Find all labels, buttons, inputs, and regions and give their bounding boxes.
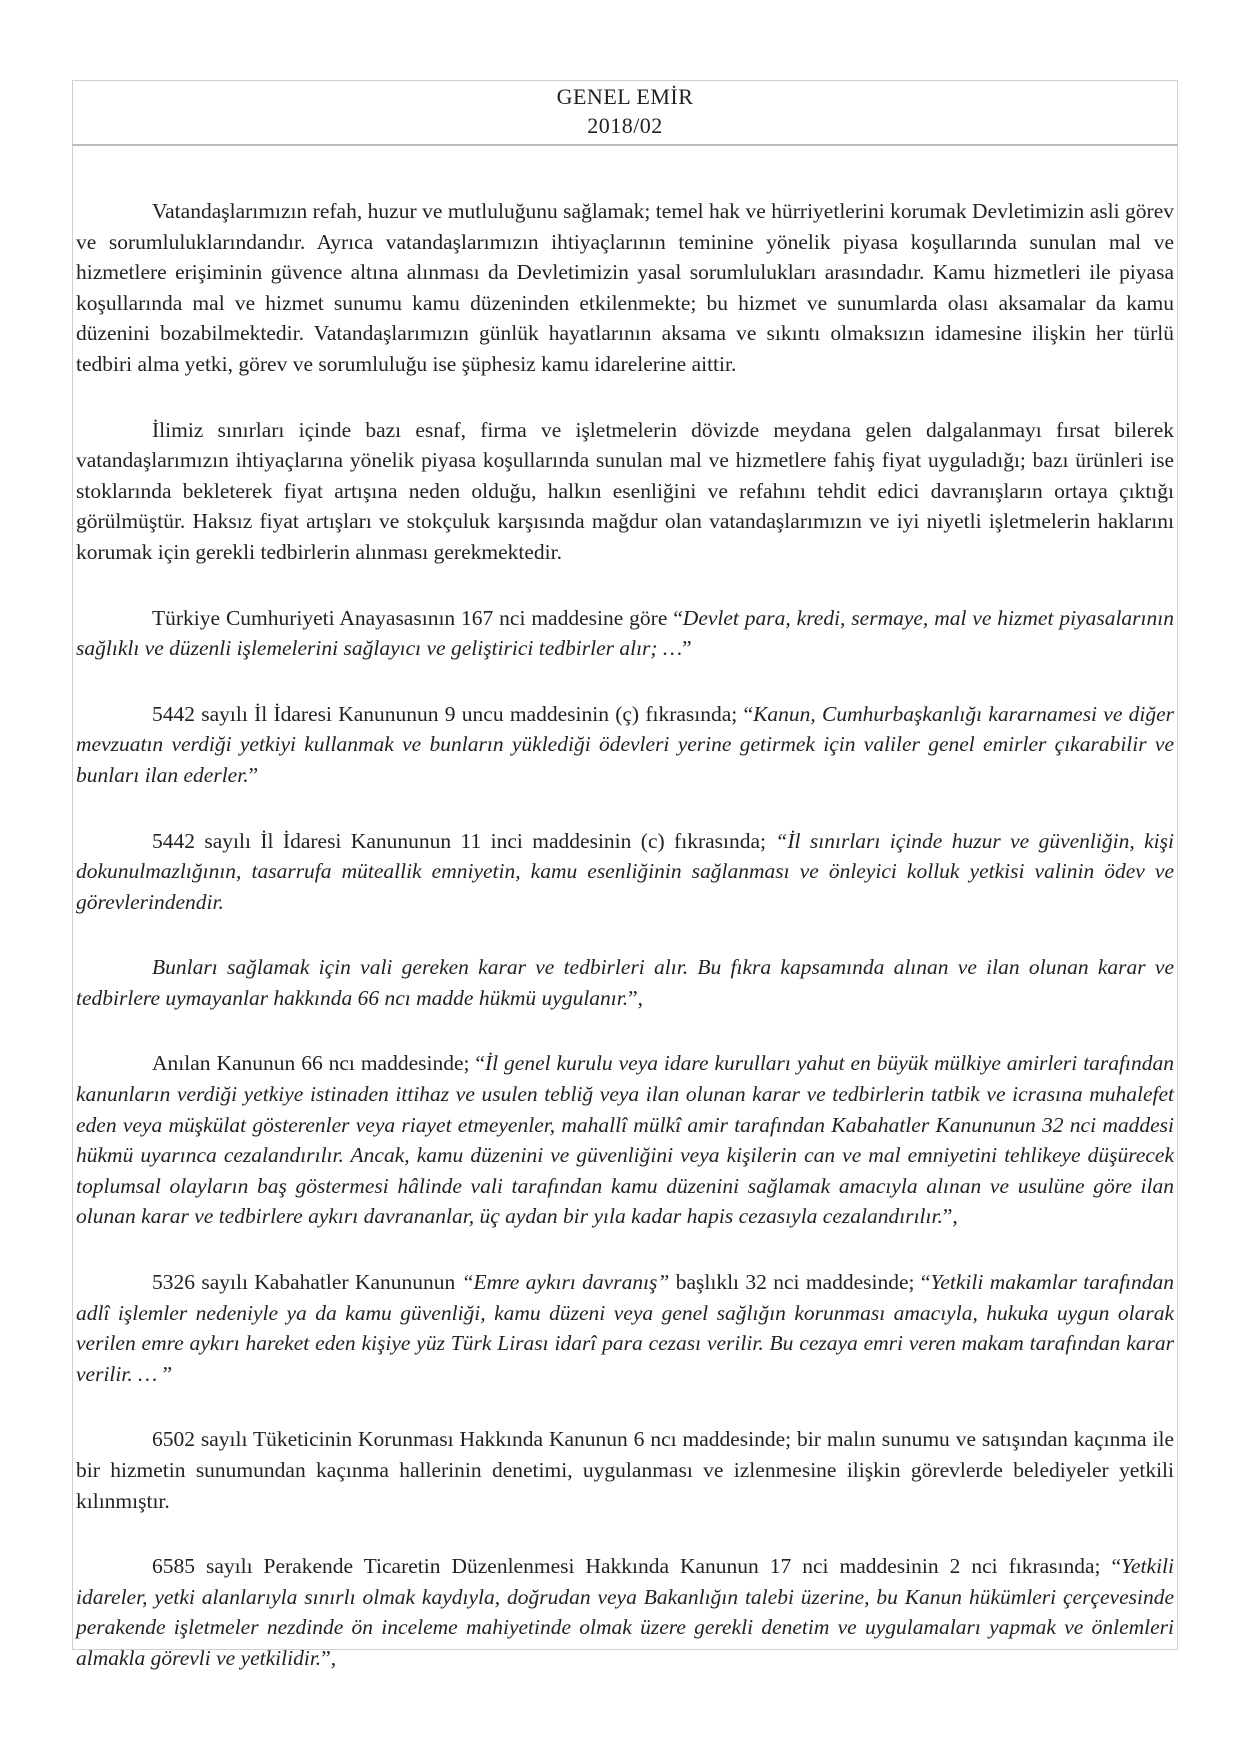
paragraph-4: 5442 sayılı İl İdaresi Kanununun 9 uncu maddesinin (ç) fıkrasında; “Kanun, Cumhurbaşkanlığı kararnamesi ve diğer mevzuatın verdiği yetkiyi kullanmak ve bunların yüklediği ödevleri yerine getirmek için valiler genel emirler çıkarabilir ve bunları ilan ederler.” (76, 701, 1175, 787)
paragraph-6: Bunları sağlamak için vali gereken karar ve tedbirleri alır. Bu fıkra kapsamında alınan ve ilan olunan karar ve tedbirlere uymayanlar hakkında 66 ncı madde hükmü uygulanır.”, (76, 955, 1174, 1010)
paragraph-2: İlimiz sınırları içinde bazı esnaf, firma ve işletmelerin dövizde meydana gelen dalgalanmayı fırsat bilerek vatandaşlarımızın ihtiyaçlarına yönelik piyasa koşullarında sunulan mal ve hizmetlere fahiş fiyat uyguladığı; bazı ürünleri ise stoklarında bekleterek fiyat artışına neden olduğu, halkın esenliğini ve refahını tehdit edici davranışların ortaya çıktığı görülmüştür. Haksız fiyat artışları ve stokçuluk karşısında mağdur olan vatandaşlarımızın ve iyi niyetli işletmelerin haklarını korumak için gerekli tedbirlerin alınması gerekmektedir. (76, 417, 1174, 564)
paragraph-9: 6502 sayılı Tüketicinin Korunması Hakkında Kanunun 6 ncı maddesinde; bir malın sunumu ve satışından kaçınma ile bir hizmetin sunumundan kaçınma hallerinin denetimi, uygulanması ve izlenmesine ilişkin görevlerde belediyeler yetkili kılınmıştır. (76, 1427, 1174, 1513)
document-title: GENEL EMİR (556, 84, 694, 109)
paragraph-3: Türkiye Cumhuriyeti Anayasasının 167 nci maddesine göre “Devlet para, kredi, sermaye, mal ve hizmet piyasalarının sağlıklı ve düzenli işlemelerini sağlayıcı ve geliştirici tedbirler alır; …” (76, 605, 1174, 661)
paragraph-7: Anılan Kanunun 66 ncı maddesinde; “İl genel kurulu veya idare kurulları yahut en büyük mülkiye amirleri tarafından kanunların verdiği yetkiye istinaden ittihaz ve usulen tebliğ veya ilan olunan karar ve tedbirlerin tatbik ve icrasına muhalefet eden veya müşkülat gösterenler veya riayet etmeyenler, mahallî mülkî amir tarafından Kabahatler Kanununun 32 nci maddesi hükmü uyarınca cezalandırılır. Ancak, kamu düzenini ve güvenliğini veya kişilerin can ve mal emniyetini tehlikeye düşürecek toplumsal olayların baş göstermesi hâlinde vali tarafından kamu düzenini sağlamak amacıyla alınan ve usulüne göre ilan olunan karar ve tedbirlere aykırı davrananlar, üç aydan bir yıla kadar hapis cezasıyla cezalandırılır.”, (76, 1051, 1174, 1229)
paragraph-5: 5442 sayılı İl İdaresi Kanununun 11 inci maddesinin (c) fıkrasında; “İl sınırları içinde huzur ve güvenliğin, kişi dokunulmazlığının, tasarrufa müteallik emniyetin, kamu esenliğinin sağlanması ve önleyici kolluk yetkisi valinin ödev ve görevlerindendir. (76, 828, 1174, 914)
paragraph-1: Vatandaşlarımızın refah, huzur ve mutluluğunu sağlamak; temel hak ve hürriyetlerini korumak Devletimizin asli görev ve sorumluluklarındandır. Ayrıca vatandaşlarımızın ihtiyaçlarının teminine yönelik piyasa koşullarında sunulan mal ve hizmetlere erişiminin güvence altına alınması da Devletimizin yasal sorumlulukları arasındadır. Kamu hizmetleri ile piyasa koşullarında mal ve hizmet sunumu kamu düzeninden etkilenmekte; bu hizmet ve sunumlarda olası aksamalar da kamu düzenini bozabilmektedir. Vatandaşlarımızın günlük hayatlarının aksama ve sıkıntı olmaksızın idamesine ilişkin her türlü tedbiri alma yetki, görev ve sorumluluğu ise şüphesiz kamu idarelerine aittir. (76, 199, 1174, 376)
document-number: 2018/02 (587, 113, 663, 138)
paragraph-8: 5326 sayılı Kabahatler Kanununun “Emre aykırı davranış” başlıklı 32 nci maddesinde; “Yetkili makamlar tarafından adlî işlemler nedeniyle ya da kamu güvenliği, kamu düzeni veya genel sağlığın korunması amacıyla, hukuka uygun olarak verilen emre aykırı hareket eden kişiye yüz Türk Lirası idarî para cezası verilir. Bu cezaya emri veren makam tarafından karar verilir. … ” (76, 1270, 1175, 1386)
document-body (76, 196, 1174, 1709)
paragraph-10: 6585 sayılı Perakende Ticaretin Düzenlenmesi Hakkında Kanunun 17 nci maddesinin 2 nci fıkrasında; “Yetkili idareler, yetki alanlarıyla sınırlı olmak kaydıyla, doğrudan veya Bakanlığın talebi üzerine, bu Kanun hükümleri çerçevesinde perakende işletmeler nezdinde ön inceleme mahiyetinde olmak üzere gerekli denetim ve uygulamaları yapmak ve önlemleri almakla görevli ve yetkilidir.”, (76, 1554, 1174, 1670)
